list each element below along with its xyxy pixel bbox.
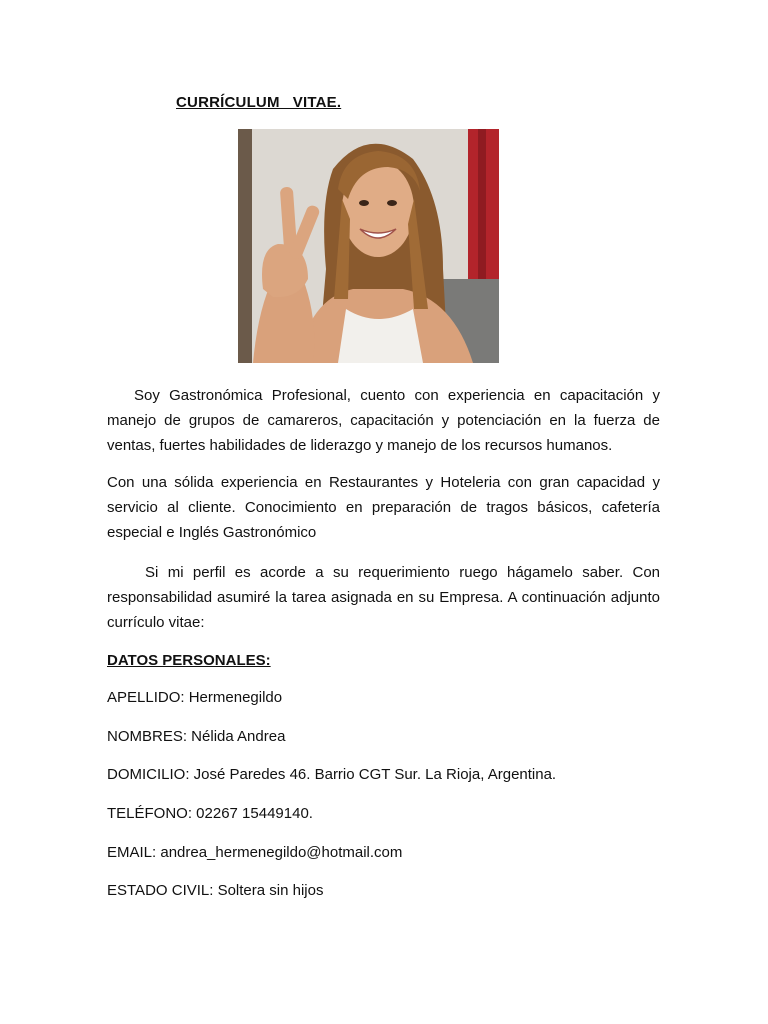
field-marital-status <box>107 882 323 899</box>
field-label: NOMBRES: <box>107 728 188 745</box>
request-paragraph: Si mi perfil es acorde a su requerimiento ruego hágamelo saber. Con responsabilidad asumiré la tarea asignada en su Empresa. A continuación adjunto currículo vitae: <box>107 564 660 631</box>
field-value: José Paredes 46. Barrio CGT Sur. La Rioja, Argentina. <box>189 766 557 783</box>
field-label: EMAIL: <box>107 844 157 861</box>
intro-paragraph: Soy Gastronómica Profesional, cuento con experiencia en capacitación y manejo de grupos de camareros, capacitación y potenciación en la fuerza de ventas, fuertes habilidades de liderazgo y manejo de los recursos humanos. <box>107 387 660 454</box>
field-value: andrea_hermenegildo@hotmail.com <box>156 844 403 861</box>
field-value: Soltera sin hijos <box>213 882 324 899</box>
field-address <box>107 766 556 783</box>
field-label: TELÉFONO: <box>107 805 193 822</box>
field-value: Hermenegildo <box>184 689 283 706</box>
field-label: APELLIDO: <box>107 689 185 706</box>
document-title: CURRÍCULUM VITAE. <box>176 94 342 111</box>
field-email <box>107 844 402 861</box>
personal-data-heading: DATOS PERSONALES: <box>107 652 271 669</box>
field-label: ESTADO CIVIL: <box>107 882 214 899</box>
field-value: 02267 15449140. <box>192 805 313 822</box>
field-value: Nélida Andrea <box>187 728 286 745</box>
field-surname <box>107 689 282 706</box>
field-phone <box>107 805 313 822</box>
field-label: DOMICILIO: <box>107 766 190 783</box>
field-names <box>107 728 285 745</box>
experience-paragraph: Con una sólida experiencia en Restaurantes y Hoteleria con gran capacidad y servicio al cliente. Conocimiento en preparación de tragos básicos, cafetería especial e Inglés Gastronómico <box>107 474 660 541</box>
profile-photo <box>238 129 499 363</box>
